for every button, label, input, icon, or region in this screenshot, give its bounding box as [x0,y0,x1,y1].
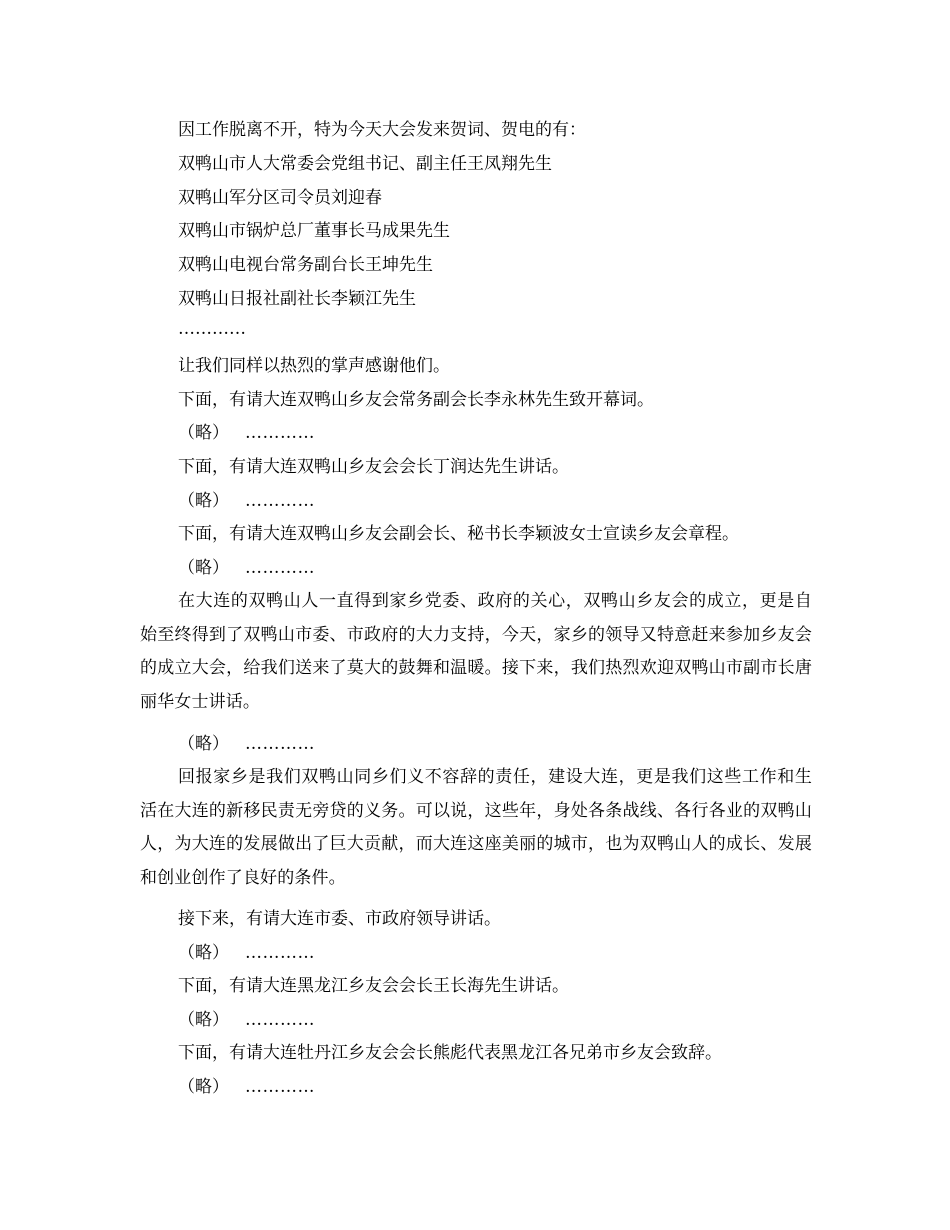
body-paragraph: 在大连的双鸭山人一直得到家乡党委、政府的关心，双鸭山乡友会的成立，更是自始至终得到了双鸭山市委、市政府的大力支持，今天，家乡的领导又特意赶来参加乡友会的成立大会，给我们送来了莫大的鼓舞和温暖。接下来，我们热烈欢迎双鸭山市副市长唐丽华女士讲话。 [140,591,812,712]
congratulator-line: 双鸭山军分区司令员刘迎春 [178,188,382,208]
omitted-mark: （略） [178,734,229,754]
omitted-dots: ………… [245,1077,315,1097]
omitted-dots: ………… [245,558,315,578]
omitted-dots: ………… [245,1010,315,1030]
omitted-dots: ………… [245,423,315,443]
omitted-note [178,1075,315,1099]
omitted-mark: （略） [178,558,229,578]
program-item-line: 下面，有请大连双鸭山乡友会常务副会长李永林先生致开幕词。 [178,390,654,410]
congratulator-line: 双鸭山市锅炉总厂董事长马成果先生 [178,221,450,241]
thanks-line: 让我们同样以热烈的掌声感谢他们。 [178,356,450,376]
program-item-line: 下面，有请大连双鸭山乡友会会长丁润达先生讲话。 [178,457,569,477]
congrats-intro-line: 因工作脱离不开，特为今天大会发来贺词、贺电的有： [178,120,586,140]
omitted-note [178,732,315,756]
program-item-line: 下面，有请大连黑龙江乡友会会长王长海先生讲话。 [178,976,569,996]
omitted-note [178,556,315,580]
omitted-note [178,489,315,513]
omitted-mark: （略） [178,943,229,963]
omitted-note [178,941,315,965]
omitted-mark: （略） [178,491,229,511]
omitted-mark: （略） [178,423,229,443]
omitted-note [178,1008,315,1032]
congratulator-line: 双鸭山电视台常务副台长王坤先生 [178,255,433,275]
congratulator-line: 双鸭山日报社副社长李颖江先生 [178,289,416,309]
omitted-mark: （略） [178,1010,229,1030]
ellipsis-line: ………… [178,319,246,339]
program-item-line: 接下来，有请大连市委、市政府领导讲话。 [178,909,501,929]
omitted-dots: ………… [245,491,315,511]
omitted-dots: ………… [245,943,315,963]
congratulator-line: 双鸭山市人大常委会党组书记、副主任王凤翔先生 [178,154,552,174]
omitted-dots: ………… [245,734,315,754]
body-paragraph: 回报家乡是我们双鸭山同乡们义不容辞的责任，建设大连，更是我们这些工作和生活在大连的新移民责无旁贷的义务。可以说，这些年，身处各条战线、各行各业的双鸭山人，为大连的发展做出了巨大贡献，而大连这座美丽的城市，也为双鸭山人的成长、发展和创业创作了良好的条件。 [140,767,812,888]
omitted-note [178,421,315,445]
program-item-line: 下面，有请大连双鸭山乡友会副会长、秘书长李颖波女士宣读乡友会章程。 [178,524,739,544]
omitted-mark: （略） [178,1077,229,1097]
program-item-line: 下面，有请大连牡丹江乡友会会长熊彪代表黑龙江各兄弟市乡友会致辞。 [178,1043,722,1063]
